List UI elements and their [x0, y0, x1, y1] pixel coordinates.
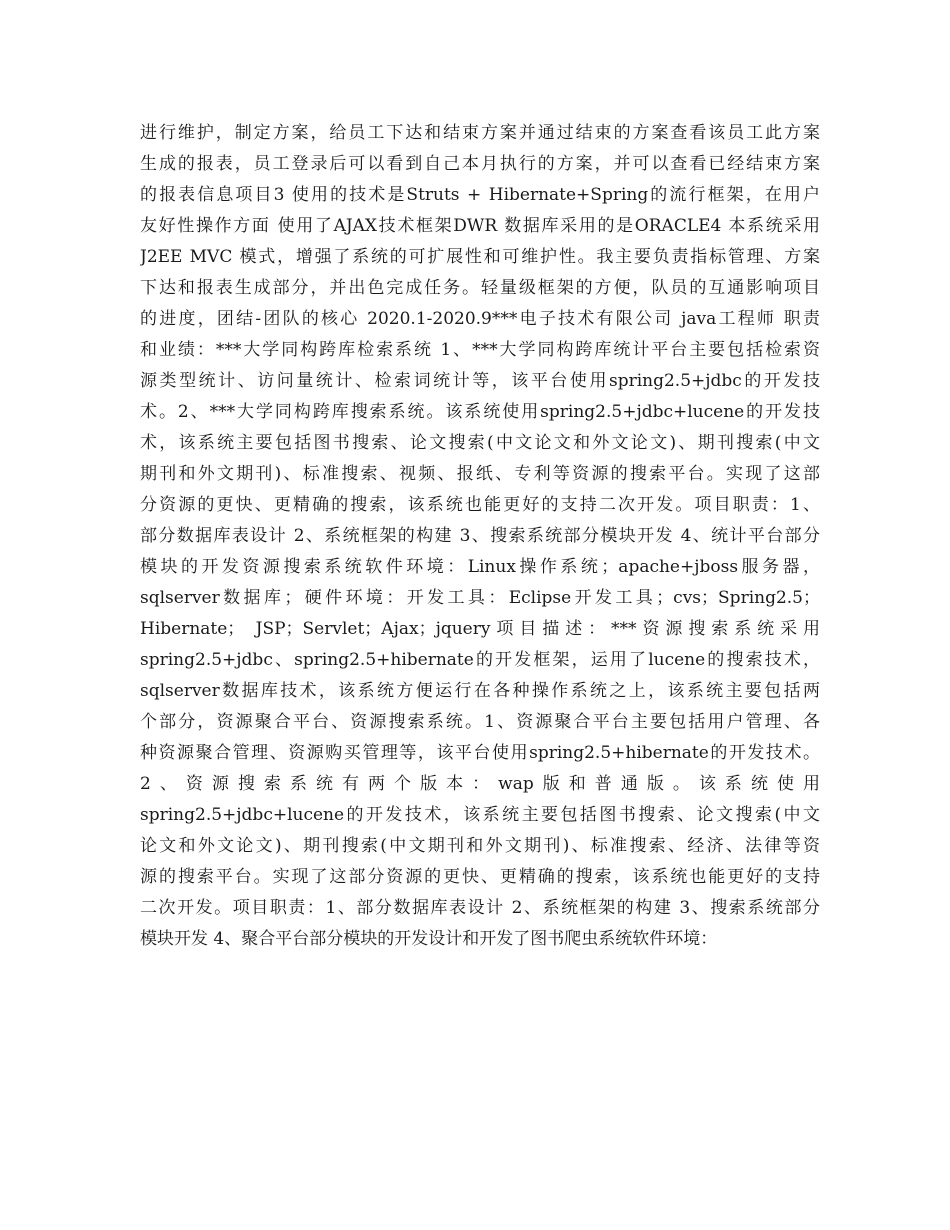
- text-line: 的进度，团结-团队的核心 2020.1-2020.9***电子技术有限公司 java工程师 职责: [140, 309, 820, 329]
- text-line: 2、资源搜索系统有两个版本：wap版和普通版。该系统使用: [140, 774, 820, 794]
- text-line: J2EE MVC 模式，增强了系统的可扩展性和可维护性。我主要负责指标管理、方案: [140, 247, 820, 267]
- text-line: spring2.5+jdbc、spring2.5+hibernate的开发框架，运用了lucene的搜索技术，: [140, 650, 820, 670]
- text-line: 源的搜索平台。实现了这部分资源的更快、更精确的搜索，该系统也能更好的支持: [140, 867, 820, 887]
- text-line: Hibernate； JSP；Servlet；Ajax；jquery项目描述：***资源搜索系统采用: [140, 619, 820, 639]
- body-text: [140, 118, 820, 955]
- text-line: 生成的报表，员工登录后可以看到自己本月执行的方案，并可以查看已经结束方案: [140, 154, 820, 174]
- text-line: 部分数据库表设计 2、系统框架的构建 3、搜索系统部分模块开发 4、统计平台部分: [140, 526, 820, 546]
- text-line: 友好性操作方面 使用了AJAX技术框架DWR 数据库采用的是ORACLE4 本系统采用: [140, 216, 820, 236]
- text-line: 期刊和外文期刊)、标准搜索、视频、报纸、专利等资源的搜索平台。实现了这部: [140, 464, 820, 484]
- text-line: sqlserver数据库技术，该系统方便运行在各种操作系统之上，该系统主要包括两: [140, 681, 820, 701]
- text-line: 二次开发。项目职责：1、部分数据库表设计 2、系统框架的构建 3、搜索系统部分: [140, 898, 820, 918]
- text-line: 论文和外文论文)、期刊搜索(中文期刊和外文期刊)、标准搜索、经济、法律等资: [140, 836, 820, 856]
- text-line: 进行维护，制定方案，给员工下达和结束方案并通过结束的方案查看该员工此方案: [140, 123, 820, 143]
- text-line: 分资源的更快、更精确的搜索，该系统也能更好的支持二次开发。项目职责：1、: [140, 495, 820, 515]
- text-line: 下达和报表生成部分，并出色完成任务。轻量级框架的方便，队员的互通影响项目: [140, 278, 820, 298]
- text-line: 源类型统计、访问量统计、检索词统计等，该平台使用spring2.5+jdbc的开发技: [140, 371, 820, 391]
- text-line: 术，该系统主要包括图书搜索、论文搜索(中文论文和外文论文)、期刊搜索(中文: [140, 433, 820, 453]
- text-line: 的报表信息项目3 使用的技术是Struts + Hibernate+Spring的流行框架，在用户: [140, 185, 820, 205]
- text-line: 模块开发 4、聚合平台部分模块的开发设计和开发了图书爬虫系统软件环境：: [140, 929, 718, 949]
- text-line: sqlserver数据库；硬件环境：开发工具：Eclipse开发工具；cvs；Spring2.5；: [140, 588, 820, 608]
- text-line: 种资源聚合管理、资源购买管理等，该平台使用spring2.5+hibernate的开发技术。: [140, 743, 820, 763]
- text-line: 和业绩：***大学同构跨库检索系统 1、***大学同构跨库统计平台主要包括检索资: [140, 340, 820, 360]
- text-line: 模块的开发资源搜索系统软件环境：Linux操作系统；apache+jboss服务器，: [140, 557, 820, 577]
- text-line: spring2.5+jdbc+lucene的开发技术，该系统主要包括图书搜索、论文搜索(中文: [140, 805, 820, 825]
- text-line: 个部分，资源聚合平台、资源搜索系统。1、资源聚合平台主要包括用户管理、各: [140, 712, 820, 732]
- text-line: 术。2、***大学同构跨库搜索系统。该系统使用spring2.5+jdbc+lucene的开发技: [140, 402, 820, 422]
